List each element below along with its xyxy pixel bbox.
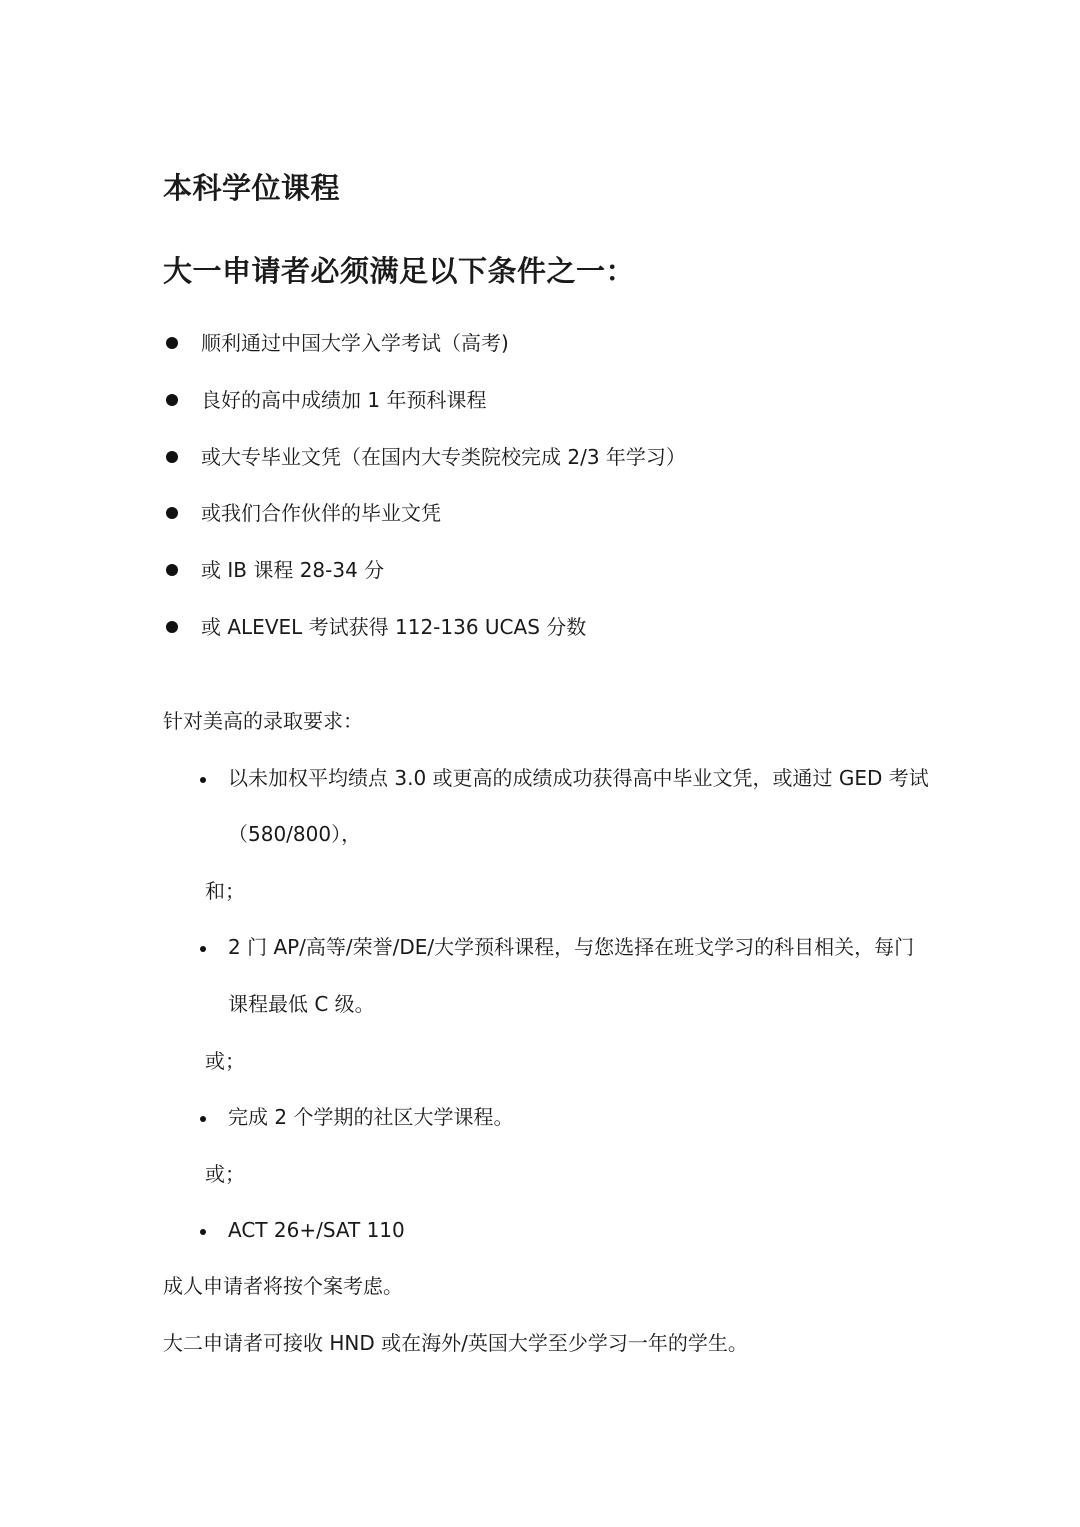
- bullet-icon: [166, 564, 178, 576]
- conjunction-and: 和；: [205, 879, 245, 903]
- section-heading-first-year: 大一申请者必须满足以下条件之一：: [163, 254, 636, 288]
- list-item: 或我们合作伙伴的毕业文凭: [201, 501, 441, 525]
- list-item: 以未加权平均绩点 3.0 或更高的成绩成功获得高中毕业文凭，或通过 GED 考试: [228, 766, 929, 790]
- bullet-icon: [166, 337, 178, 349]
- us-requirements-heading: 针对美高的录取要求：: [163, 709, 363, 733]
- list-item: 或 ALEVEL 考试获得 112-136 UCAS 分数: [201, 615, 587, 639]
- bullet-icon: [200, 1116, 206, 1122]
- page-title: 本科学位课程: [163, 171, 341, 205]
- second-year-applicants-note: 大二申请者可接收 HND 或在海外/英国大学至少学习一年的学生。: [163, 1331, 748, 1355]
- conjunction-or: 或；: [205, 1049, 245, 1073]
- list-item: 或大专毕业文凭（在国内大专类院校完成 2/3 年学习）: [201, 445, 686, 469]
- list-item: 或 IB 课程 28-34 分: [201, 558, 385, 582]
- list-item: 完成 2 个学期的社区大学课程。: [228, 1105, 514, 1129]
- bullet-icon: [166, 507, 178, 519]
- conjunction-or: 或；: [205, 1162, 245, 1186]
- bullet-icon: [166, 394, 178, 406]
- list-item: 良好的高中成绩加 1 年预科课程: [201, 388, 487, 412]
- list-item: ACT 26+/SAT 110: [228, 1218, 405, 1242]
- list-item: 顺利通过中国大学入学考试（高考): [201, 331, 509, 355]
- adult-applicants-note: 成人申请者将按个案考虑。: [163, 1274, 403, 1298]
- bullet-icon: [200, 1229, 206, 1235]
- bullet-icon: [166, 451, 178, 463]
- bullet-icon: [200, 946, 206, 952]
- list-item-continuation: 课程最低 C 级。: [228, 992, 375, 1016]
- bullet-icon: [166, 621, 178, 633]
- list-item-continuation: （580/800），: [228, 822, 362, 846]
- bullet-icon: [200, 777, 206, 783]
- list-item: 2 门 AP/高等/荣誉/DE/大学预科课程，与您选择在班戈学习的科目相关，每门: [228, 935, 915, 959]
